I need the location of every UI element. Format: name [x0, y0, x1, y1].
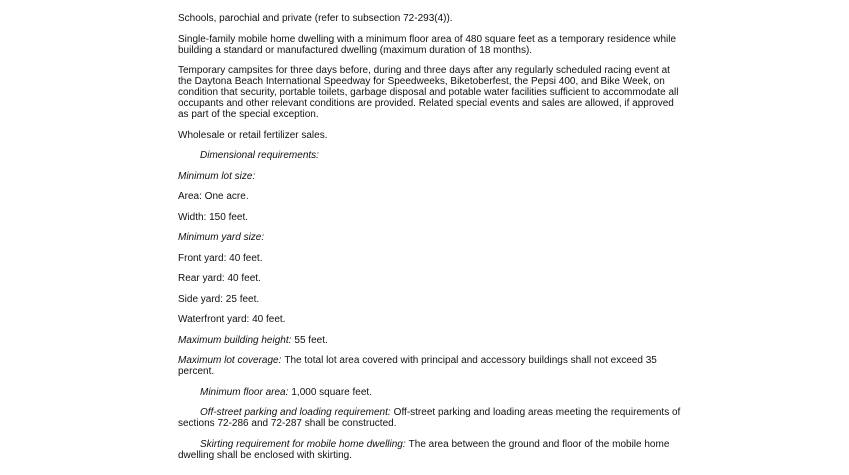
paragraph [178, 171, 684, 182]
paragraph-lead: Maximum building height: [178, 334, 292, 346]
paragraph-lead: Skirting requirement for mobile home dwelling: [200, 438, 406, 450]
paragraph-lead: Minimum floor area: [200, 386, 289, 398]
paragraph-lead: Minimum yard size: [178, 232, 265, 243]
paragraph-text: Rear yard: 40 feet. [178, 273, 261, 284]
paragraph [178, 439, 684, 461]
paragraph-text: Off-street parking and loading areas meeting the requirements of sections 72-286 and 72-287 shall be constructed. [178, 407, 681, 429]
paragraph [178, 314, 684, 325]
document-text-column [178, 13, 684, 470]
paragraph [178, 191, 684, 202]
paragraph-text: Front yard: 40 feet. [178, 252, 263, 264]
paragraph-text: Wholesale or retail fertilizer sales. [178, 129, 328, 141]
paragraph-text: Schools, parochial and private (refer to subsection 72-293(4)). [178, 13, 453, 24]
paragraph-text: Area: One acre. [178, 191, 249, 202]
paragraph [178, 387, 684, 398]
paragraph-text: Single-family mobile home dwelling with a minimum floor area of 480 square feet as a temporary residence while building a standard or manufactured dwelling (maximum duration of 18 months). [178, 33, 677, 56]
paragraph-text: The total lot area covered with principal and accessory buildings shall not exceed 35 percent. [178, 355, 657, 377]
paragraph [178, 253, 684, 264]
paragraph [178, 232, 684, 243]
paragraph-lead: Off-street parking and loading requirement: [200, 407, 391, 418]
paragraph [178, 130, 684, 141]
paragraph [178, 13, 684, 24]
paragraph-text: 55 feet. [294, 334, 328, 346]
paragraph [178, 294, 684, 305]
paragraph-text: Temporary campsites for three days before, during and three days after any regularly scheduled racing event at the Daytona Beach International Speedway for Speedweeks, Biketoberfest, the Pepsi 400, and Bike Week, on condition that security, portable toilets, garbage disposal and potable water facilities sufficient to accommodate all occupants and other relevant conditions are provided. Related special events and sales are allowed, if approved as part of the special exception. [178, 65, 679, 120]
paragraph [178, 65, 684, 120]
paragraph [178, 212, 684, 223]
paragraph-lead: Minimum lot size: [178, 170, 256, 182]
paragraph-text: Waterfront yard: 40 feet. [178, 314, 286, 325]
paragraph [178, 273, 684, 284]
paragraph-text: Side yard: 25 feet. [178, 293, 260, 305]
paragraph-text: Width: 150 feet. [178, 211, 249, 223]
paragraph-lead: Maximum lot coverage: [178, 355, 282, 366]
paragraph [178, 407, 684, 429]
paragraph [178, 34, 684, 56]
paragraph [178, 150, 684, 161]
paragraph [178, 355, 684, 377]
paragraph [178, 335, 684, 346]
paragraph-text: The area between the ground and floor of the mobile home dwelling shall be enclosed with skirting. [178, 438, 670, 461]
paragraph-text: 1,000 square feet. [291, 386, 372, 398]
paragraph-lead: Dimensional requirements: [200, 150, 319, 161]
